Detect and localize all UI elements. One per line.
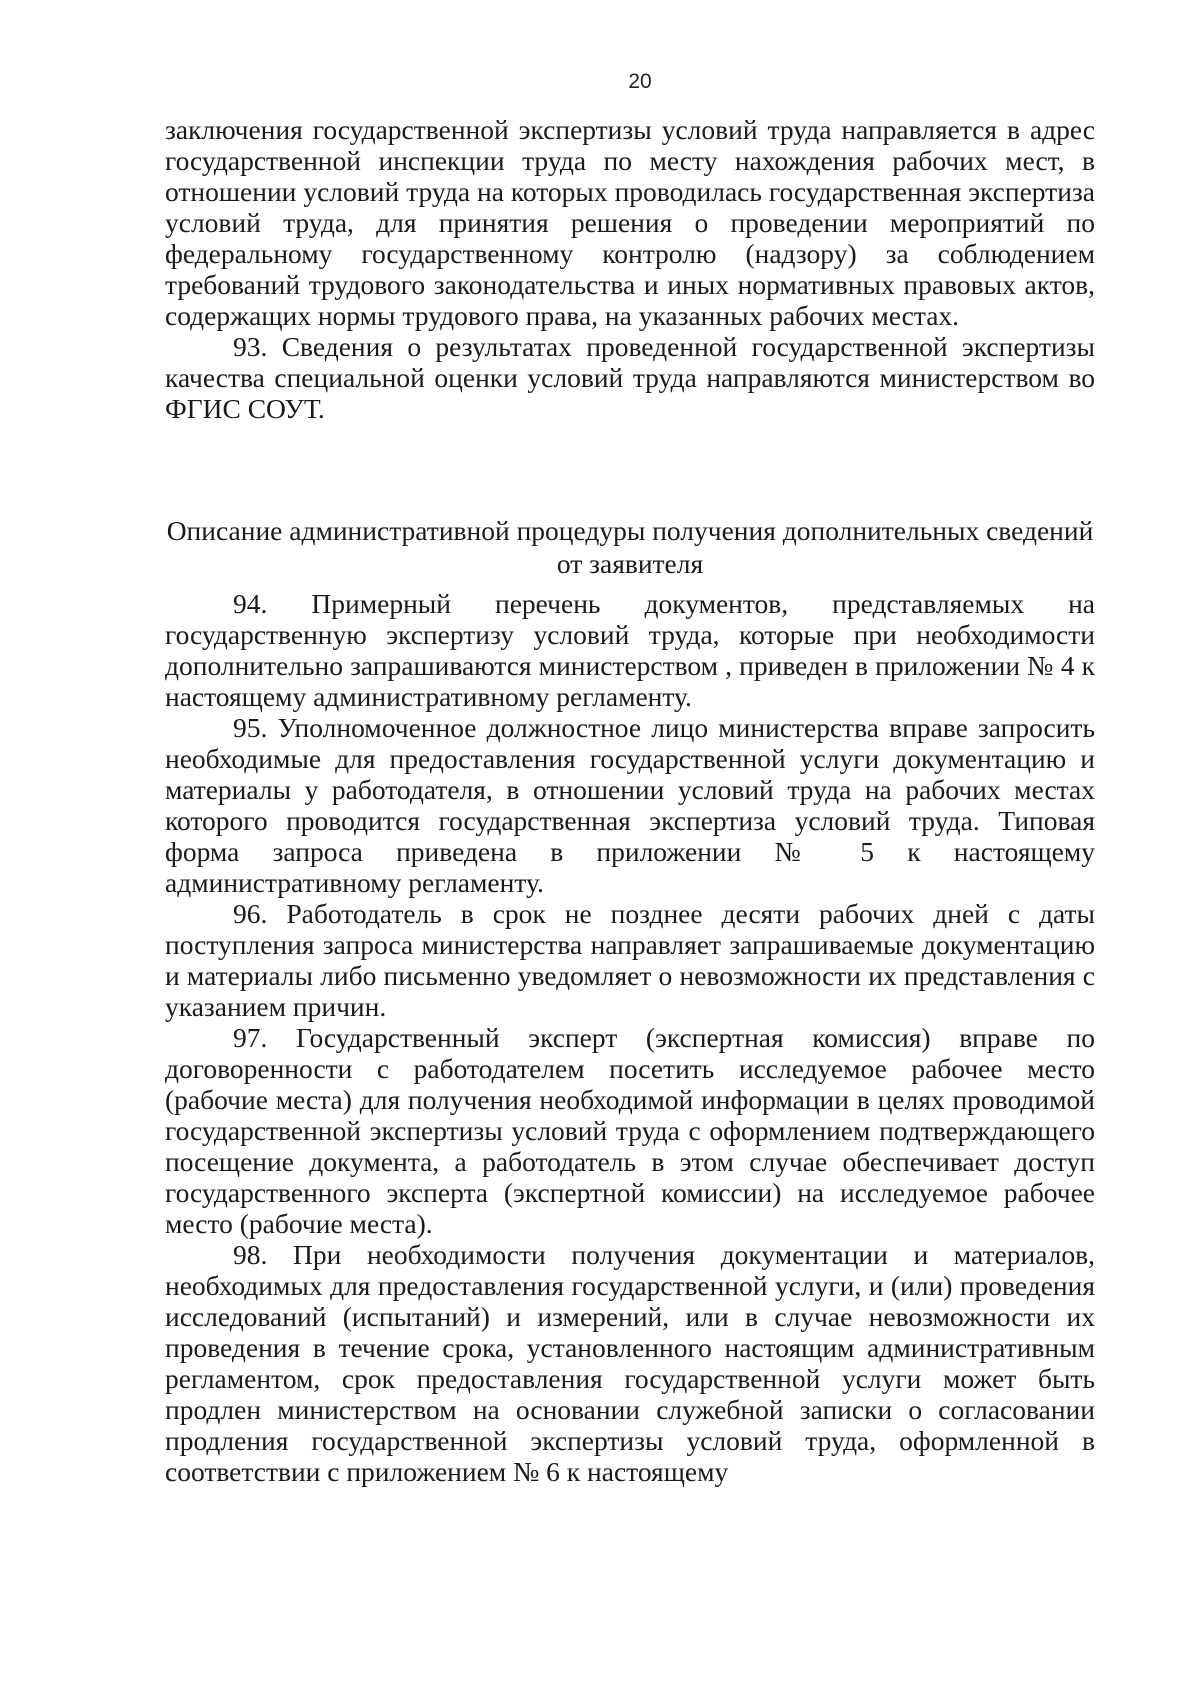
paragraph-94: 94. Примерный перечень документов, представляемых на государственную экспертизу условий труда, которые при необходимости дополнительно запрашиваются министерством , приведен в приложении № 4 к настоящему административному регламенту. — [165, 588, 1095, 712]
page-number: 20 — [628, 70, 652, 93]
paragraph-95: 95. Уполномоченное должностное лицо министерства вправе запросить необходимые для предоставления государственной услуги документацию и материалы у работодателя, в отношении условий труда на рабочих местах которого проводится государственная экспертиза условий труда. Типовая форма запроса приведена в приложении № 5 к настоящему административному регламенту. — [165, 712, 1095, 898]
paragraph-98: 98. При необходимости получения документации и материалов, необходимых для предоставления государственной услуги, и (или) проведения исследований (испытаний) и измерений, или в случае невозможности их проведения в течение срока, установленного настоящим административным регламентом, срок предоставления государственной услуги может быть продлен министерством на основании служебной записки о согласовании продления государственной экспертизы условий труда, оформленной в соответствии с приложением № 6 к настоящему — [165, 1239, 1095, 1487]
text-block-top — [165, 114, 1095, 424]
text-block-bottom — [165, 588, 1095, 1487]
paragraph-93: 93. Сведения о результатах проведенной государственной экспертизы качества специальной оценки условий труда направляются министерством во ФГИС СОУТ. — [165, 331, 1095, 424]
section-heading: Описание административной процедуры получения дополнительных сведений от заявителя — [166, 515, 1094, 579]
paragraph-92-continuation: заключения государственной экспертизы условий труда направляется в адрес государственной инспекции труда по месту нахождения рабочих мест, в отношении условий труда на которых проводилась государственная экспертиза условий труда, для принятия решения о проведении мероприятий по федеральному государственному контролю (надзору) за соблюдением требований трудового законодательства и иных нормативных правовых актов, содержащих нормы трудового права, на указанных рабочих местах. — [165, 114, 1095, 331]
paragraph-97: 97. Государственный эксперт (экспертная комиссия) вправе по договоренности с работодателем посетить исследуемое рабочее место (рабочие места) для получения необходимой информации в целях проводимой государственной экспертизы условий труда с оформлением подтверждающего посещение документа, а работодатель в этом случае обеспечивает доступ государственного эксперта (экспертной комиссии) на исследуемое рабочее место (рабочие места). — [165, 1022, 1095, 1239]
paragraph-96: 96. Работодатель в срок не позднее десяти рабочих дней с даты поступления запроса министерства направляет запрашиваемые документацию и материалы либо письменно уведомляет о невозможности их представления с указанием причин. — [165, 898, 1095, 1022]
